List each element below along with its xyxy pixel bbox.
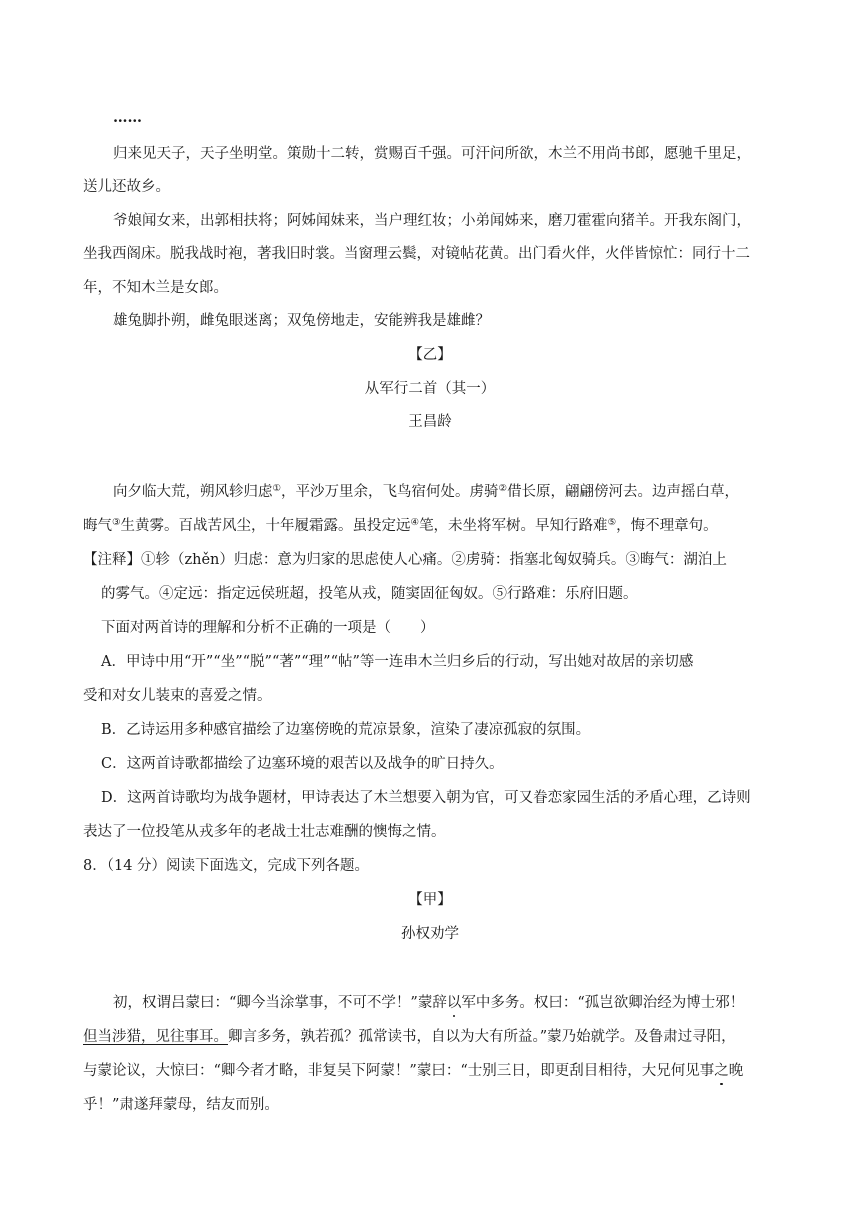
notes-line: 【注释】①轸（zhěn）归虑：意为归家的思虑使人心痛。②虏骑：指塞北匈奴骑兵。③晦气：湖泊上 — [83, 552, 727, 568]
option-d-continued: 表达了一位投笔从戎多年的老战士壮志难酬的懊悔之情。 — [83, 824, 446, 840]
section-label-yi: 【乙】 — [408, 347, 452, 363]
passage-title: 孙权劝学 — [401, 926, 459, 942]
poem-jia-line: 年，不知木兰是女郎。 — [83, 280, 228, 296]
poem-jia-line: 雄兔脚扑朔，雌兔眼迷离；双兔傍地走，安能辨我是雄雌？ — [113, 313, 490, 329]
emphasis-dot-char: 以 — [446, 995, 462, 1011]
passage-line: 与蒙论议，大惊曰：“卿今者才略，非复吴下阿蒙！”蒙曰：“士别三日，即更刮目相待，大兄何见事之晚 — [83, 1063, 744, 1079]
passage-line: 初，权谓吕蒙曰：“卿今当涂掌事，不可不学！”蒙辞以军中多务。权曰：“孤岂欲卿治经为博士邪！ — [113, 995, 745, 1011]
footnote-marker: ② — [498, 483, 508, 494]
poem-jia-line: 爷娘闻女来，出郭相扶将；阿姊闻妹来，当户理红妆；小弟闻姊来，磨刀霍霍向猪羊。开我东阁门， — [113, 213, 751, 229]
footnote-marker: ⑤ — [607, 517, 617, 528]
footnote-marker: ④ — [410, 517, 420, 528]
poem-jia-line: 送儿还故乡。 — [83, 179, 170, 195]
option-b: B．乙诗运用多种感官描绘了边塞傍晚的荒凉景象，渲染了凄凉孤寂的氛围。 — [101, 722, 591, 738]
footnote-marker: ① — [272, 483, 282, 494]
question-8-stem: 8．（14 分）阅读下面选文，完成下列各题。 — [83, 858, 370, 874]
section-label-jia: 【甲】 — [408, 892, 452, 908]
option-d: D．这两首诗歌均为战争题材，甲诗表达了木兰想要入朝为官，可又眷恋家园生活的矛盾心理，乙诗则 — [101, 790, 751, 806]
option-a: A．甲诗中用“开”“坐”“脱”“著”“理”“帖”等一连串木兰归乡后的行动，写出她对故居的亲切感 — [101, 654, 694, 670]
poem-yi-line: 向夕临大荒，朔风轸归虑①，平沙万里余，飞鸟宿何处。虏骑②借长原，翩翩傍河去。边声摇白草， — [113, 483, 740, 500]
poem-yi-title: 从军行二首（其一） — [364, 381, 496, 397]
notes-line: 的雾气。④定远：指定远侯班超，投笔从戎，随窦固征匈奴。⑤行路难：乐府旧题。 — [101, 586, 638, 602]
option-c: C．这两首诗歌都描绘了边塞环境的艰苦以及战争的旷日持久。 — [101, 756, 504, 772]
passage-line: 乎！”肃遂拜蒙母，结友而别。 — [83, 1097, 279, 1113]
poem-yi-author: 王昌龄 — [408, 414, 452, 430]
question-stem: 下面对两首诗的理解和分析不正确的一项是（ ） — [101, 620, 435, 636]
poem-jia-line: 归来见天子，天子坐明堂。策勋十二转，赏赐百千强。可汗问所欲，木兰不用尚书郎，愿驰千里足， — [113, 146, 751, 162]
emphasis-dot-char: 之 — [714, 1063, 729, 1079]
passage-line: 但当涉猎，见往事耳。卿言多务，孰若孤？孤常读书，自以为大有所益。”蒙乃始就学。及鲁肃过寻阳， — [83, 1029, 736, 1045]
poem-jia-line: 坐我西阁床。脱我战时袍，著我旧时裳。当窗理云鬓，对镜帖花黄。出门看火伴，火伴皆惊忙：同行十二 — [83, 246, 750, 262]
footnote-marker: ③ — [112, 517, 121, 528]
poem-yi-line: 晦气③生黄雾。百战苦风尘，十年履霜露。虽投定远④笔，未坐将军树。早知行路难⑤，悔不理章句。 — [83, 517, 718, 534]
option-a-continued: 受和对女儿装束的喜爱之情。 — [83, 688, 272, 704]
ellipsis: …… — [113, 109, 142, 126]
underlined-sentence: 但当涉猎，见往事耳。 — [83, 1029, 228, 1045]
